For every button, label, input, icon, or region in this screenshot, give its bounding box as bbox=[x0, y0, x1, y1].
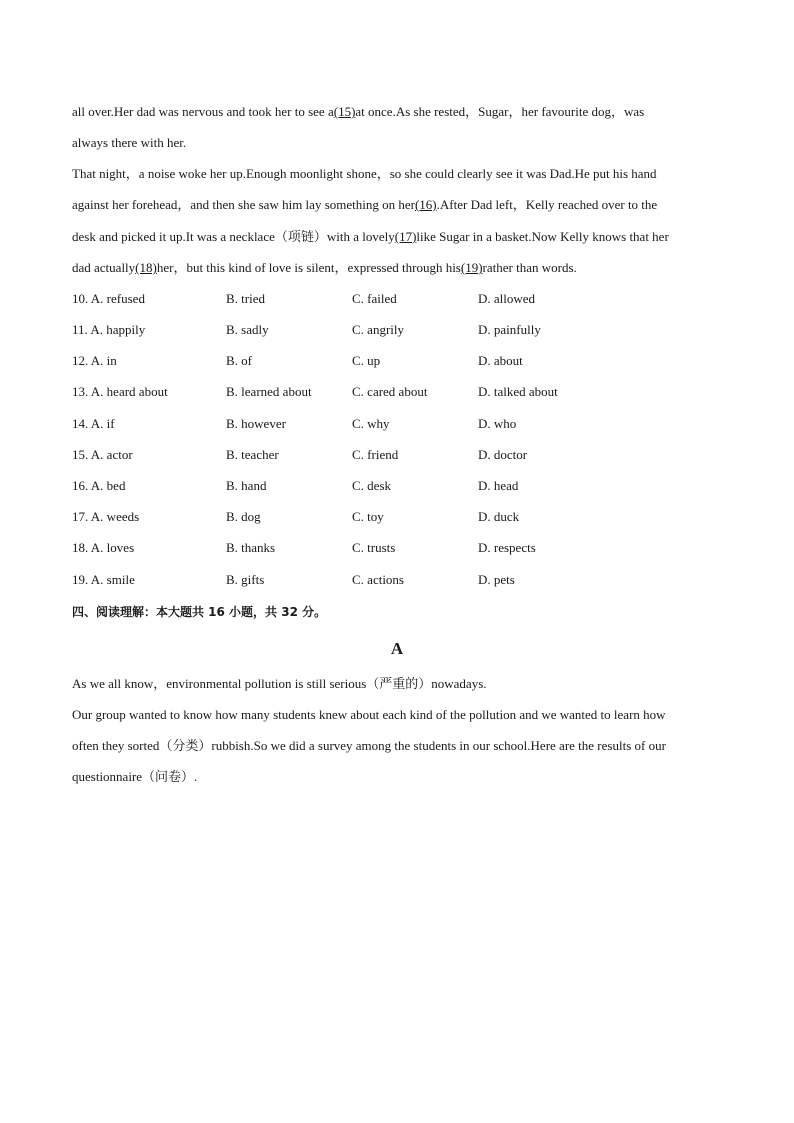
option-c: C. up bbox=[352, 353, 381, 368]
option-b: B. teacher bbox=[226, 447, 279, 462]
option-a: 10. A. refused bbox=[72, 291, 145, 306]
question-10 bbox=[72, 290, 732, 308]
option-a: 13. A. heard about bbox=[72, 384, 168, 399]
question-15 bbox=[72, 446, 732, 464]
text: her，but this kind of love is silent，expressed through his bbox=[156, 260, 461, 275]
option-d: D. respects bbox=[478, 540, 536, 555]
option-b: B. of bbox=[226, 353, 252, 368]
option-c: C. desk bbox=[352, 478, 391, 493]
option-c: C. toy bbox=[352, 509, 384, 524]
option-a: 18. A. loves bbox=[72, 540, 135, 555]
option-c: C. angrily bbox=[352, 322, 404, 337]
section-title: 四、阅读理解：本大题共 16 小题，共 32 分。 bbox=[72, 605, 327, 619]
passage-line-2: always there with her. bbox=[72, 135, 187, 150]
option-b: B. sadly bbox=[226, 322, 269, 337]
passage-line-6 bbox=[72, 259, 577, 277]
option-d: D. allowed bbox=[478, 291, 536, 306]
text: at once.As she rested，Sugar，her favourite dog，was bbox=[355, 104, 645, 119]
passage-line-1 bbox=[72, 103, 644, 121]
blank-18: (18) bbox=[135, 260, 157, 275]
option-c: C. actions bbox=[352, 572, 404, 587]
blank-15: (15) bbox=[333, 104, 356, 119]
reading-line-4: questionnaire（问卷）. bbox=[72, 769, 198, 784]
option-b: B. gifts bbox=[226, 572, 265, 587]
option-b: B. dog bbox=[226, 509, 261, 524]
option-c: C. trusts bbox=[352, 540, 396, 555]
text: .After Dad left，Kelly reached over to the bbox=[436, 197, 658, 212]
option-d: D. head bbox=[478, 478, 519, 493]
question-13 bbox=[72, 383, 732, 401]
question-19 bbox=[72, 571, 732, 589]
option-b: B. thanks bbox=[226, 540, 276, 555]
reading-line-2: Our group wanted to know how many students knew about each kind of the pollution and we wanted to learn how bbox=[72, 707, 666, 722]
question-11 bbox=[72, 321, 732, 339]
option-d: D. duck bbox=[478, 509, 520, 524]
passage-line-4 bbox=[72, 196, 657, 214]
blank-19: (19) bbox=[460, 260, 483, 275]
reading-line-3: often they sorted（分类）rubbish.So we did a survey among the students in our school.Here are the results of our bbox=[72, 738, 666, 753]
option-b: B. tried bbox=[226, 291, 265, 306]
option-c: C. cared about bbox=[352, 384, 428, 399]
text: desk and picked it up.It was a necklace（项链）with a lovely bbox=[72, 229, 395, 244]
option-a: 17. A. weeds bbox=[72, 509, 140, 524]
option-c: C. friend bbox=[352, 447, 399, 462]
option-d: D. talked about bbox=[478, 384, 558, 399]
option-b: B. hand bbox=[226, 478, 267, 493]
option-d: D. doctor bbox=[478, 447, 528, 462]
passage-line-5 bbox=[72, 228, 669, 246]
question-18 bbox=[72, 539, 732, 557]
question-14 bbox=[72, 415, 732, 433]
option-d: D. pets bbox=[478, 572, 515, 587]
option-c: C. why bbox=[352, 416, 390, 431]
reading-line-1: As we all know，environmental pollution is still serious（严重的）nowadays. bbox=[72, 676, 487, 691]
option-b: B. however bbox=[226, 416, 286, 431]
text: dad actually bbox=[72, 260, 136, 275]
question-17 bbox=[72, 508, 732, 526]
blank-16: (16) bbox=[414, 197, 437, 212]
question-16 bbox=[72, 477, 732, 495]
option-a: 15. A. actor bbox=[72, 447, 133, 462]
question-12 bbox=[72, 352, 732, 370]
option-a: 16. A. bed bbox=[72, 478, 126, 493]
option-b: B. learned about bbox=[226, 384, 312, 399]
blank-17: (17) bbox=[394, 229, 417, 244]
option-a: 19. A. smile bbox=[72, 572, 135, 587]
option-a: 12. A. in bbox=[72, 353, 117, 368]
text: rather than words. bbox=[482, 260, 577, 275]
option-c: C. failed bbox=[352, 291, 397, 306]
option-a: 11. A. happily bbox=[72, 322, 146, 337]
text: all over.Her dad was nervous and took her to see a bbox=[72, 104, 334, 119]
option-d: D. painfully bbox=[478, 322, 541, 337]
option-a: 14. A. if bbox=[72, 416, 115, 431]
text: like Sugar in a basket.Now Kelly knows that her bbox=[416, 229, 669, 244]
option-d: D. who bbox=[478, 416, 517, 431]
passage-line-3: That night，a noise woke her up.Enough moonlight shone，so she could clearly see it was Dad.He put his hand bbox=[72, 166, 657, 181]
option-d: D. about bbox=[478, 353, 523, 368]
text: against her forehead，and then she saw him lay something on her bbox=[72, 197, 415, 212]
passage-letter: A bbox=[390, 639, 404, 658]
